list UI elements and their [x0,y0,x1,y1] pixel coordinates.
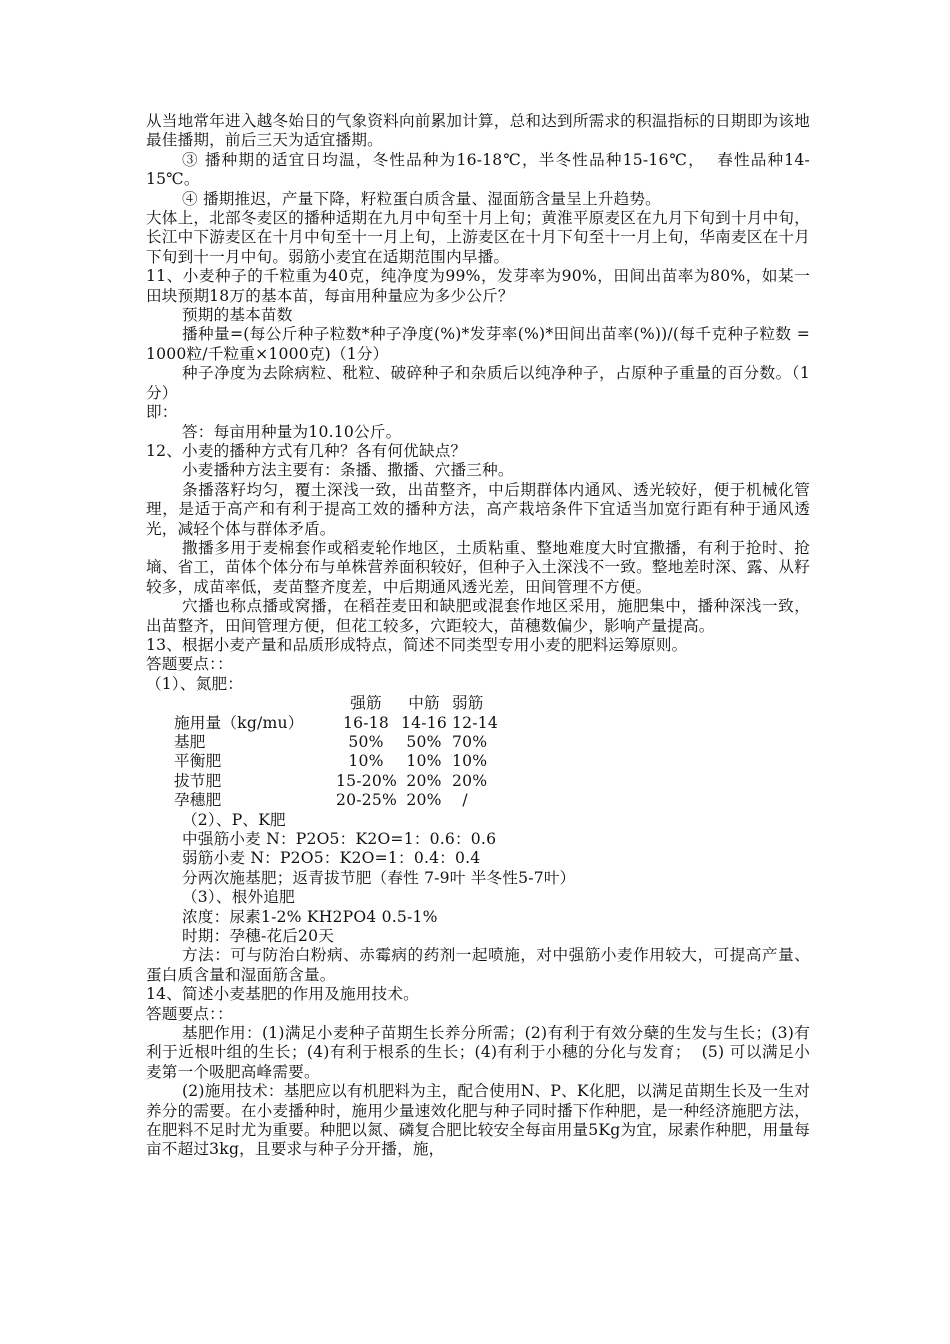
table-cell: 12-14 [452,713,498,732]
table-cell: 平衡肥 [174,752,222,771]
table-cell: 50% [348,732,384,751]
paragraph: 播种量=(每公斤种子粒数*种子净度(%)*发芽率(%)*田间出苗率(%))/(每千克种子粒数 = 1000粒/千粒重×1000克)（1分） [146,325,816,363]
paragraph: (2)施用技术：基肥应以有机肥料为主，配合使用N、P、K化肥，以满足苗期生长及一生对养分的需要。在小麦播种时，施用少量速效化肥与种子同时播下作种肥，是一种经济施肥方法，在肥料不足时尤为重要。种肥以氮、磷复合肥比较安全每亩用量5Kg为宜，尿素作种肥，用量每亩不超过3kg，且要求与种子分开播，施， [146,1082,810,1159]
table-cell: 20% [406,771,442,790]
table-header-cell: 中筋 [408,694,440,713]
table-cell: 20-25% [336,791,397,810]
table-header-cell: 强筋 [350,694,382,713]
table-header-cell: 弱筋 [452,694,484,713]
text-block-bottom [146,811,810,1160]
text-block-top [146,112,816,694]
table-cell: 孕穗肥 [174,791,222,810]
paragraph: 中强筋小麦 N：P2O5：K2O=1：0.6：0.6 [182,829,497,848]
table-row [146,733,810,752]
table-cell: 15-20% [336,771,397,790]
table-cell: 70% [452,732,488,751]
paragraph: 撒播多用于麦棉套作或稻麦轮作地区，土质粘重、整地难度大时宜撒播，有利于抢时、抢墒、省工，苗体个体分布与单株营养面积较好，但种子入土深浅不一致。整地差时深、露、从籽较多，成苗率低，麦苗整齐度差，中后期通风透光差，田间管理不方便。 [146,538,810,596]
table-header-row [146,694,810,713]
paragraph: 小麦播种方法主要有：条播、撒播、穴播三种。 [182,461,514,480]
table-cell: 10% [348,752,384,771]
table-cell: 16-18 [343,713,389,732]
document-page [146,112,816,1160]
table-cell: 基肥 [174,732,206,751]
paragraph: 预期的基本苗数 [182,306,293,325]
table-row [146,772,810,791]
paragraph: 答题要点：： [146,655,233,674]
paragraph: 条播落籽均匀，覆土深浅一致，出苗整齐，中后期群体内通风、透光较好，便于机械化管理，是适于高产和有利于提高工效的播种方法，高产栽培条件下宜适当加宽行距有种于通风透光，减轻个体与群体矛盾。 [146,480,810,538]
paragraph: 穴播也称点播或窝播，在稻茬麦田和缺肥或混套作地区采用，施肥集中，播种深浅一致，出苗整齐，田间管理方便，但花工较多，穴距较大，苗穗数偏少，影响产量提高。 [146,597,810,635]
paragraph: 方法：可与防治白粉病、赤霉病的药剂一起喷施，对中强筋小麦作用较大，可提高产量、蛋白质含量和湿面筋含量。 [146,946,810,984]
paragraph: 分两次施基肥；返青拔节肥（春性 7-9叶 半冬性5-7叶） [182,868,576,887]
paragraph: 浓度：尿素1-2% KH2PO4 0.5-1% [182,907,438,926]
paragraph: ③ 播种期的适宜日均温，冬性品种为16-18℃，半冬性品种15-16℃， 春性品种14-15℃。 [146,150,810,189]
paragraph: 即： [146,403,178,422]
paragraph: 答题要点：： [146,1004,233,1023]
paragraph: 弱筋小麦 N：P2O5：K2O=1：0.4：0.4 [182,849,481,868]
table-header-cell [146,694,336,713]
paragraph: 时期：孕穗-花后20天 [182,926,335,945]
paragraph: 13、根据小麦产量和品质形成特点，简述不同类型专用小麦的肥料运筹原则。 [146,635,688,654]
table-cell: 50% [406,732,442,751]
table-cell: 10% [452,752,488,771]
paragraph: ④ 播期推迟，产量下降，籽粒蛋白质含量、湿面筋含量呈上升趋势。 [182,189,661,208]
paragraph: 14、简述小麦基肥的作用及施用技术。 [146,985,419,1004]
table-cell: 施用量（kg/mu） [174,713,304,732]
paragraph: 11、小麦种子的千粒重为40克，纯净度为99%，发芽率为90%，田间出苗率为80%，如某一田块预期18万的基本苗，每亩用种量应为多少公斤？ [146,267,810,305]
paragraph: 从当地常年进入越冬始日的气象资料向前累加计算，总和达到所需求的积温指标的日期即为该地最佳播期，前后三天为适宜播期。 [146,112,810,150]
paragraph: 12、小麦的播种方式有几种？各有何优缺点？ [146,441,467,460]
table-cell: / [452,791,468,810]
table-cell: 拔节肥 [174,771,222,790]
nitrogen-fertilizer-table [146,694,810,810]
table-cell: 10% [406,752,442,771]
paragraph: 大体上，北部冬麦区的播种适期在九月中旬至十月上旬；黄淮平原麦区在九月下旬到十月中旬，长江中下游麦区在十月中旬至十一月上旬，上游麦区在十月下旬至十一月上旬，华南麦区在十月下旬到十一月中旬。弱筋小麦宜在适期范围内早播。 [146,209,810,266]
table-cell: 14-16 [401,713,447,732]
table-cell: 20% [452,771,488,790]
table-row [146,714,810,733]
paragraph: （1）、氮肥： [146,674,244,693]
paragraph: （2）、P、K肥 [182,810,286,829]
paragraph: 基肥作用：(1)满足小麦种子苗期生长养分所需；(2)有利于有效分蘖的生发与生长；(3)有利于近根叶组的生长；(4)有利于根系的生长；(4)有利于小穗的分化与发育； (5) 可以满足小麦第一个吸肥高峰需要。 [146,1024,810,1081]
paragraph: 答：每亩用种量为10.10公斤。 [182,422,402,441]
paragraph: 种子净度为去除病粒、秕粒、破碎种子和杂质后以纯净种子，占原种子重量的百分数。（1分） [146,364,810,402]
table-row [146,791,810,810]
table-row [146,752,810,771]
paragraph: （3）、根外追肥 [182,888,295,907]
table-cell: 20% [406,791,442,810]
